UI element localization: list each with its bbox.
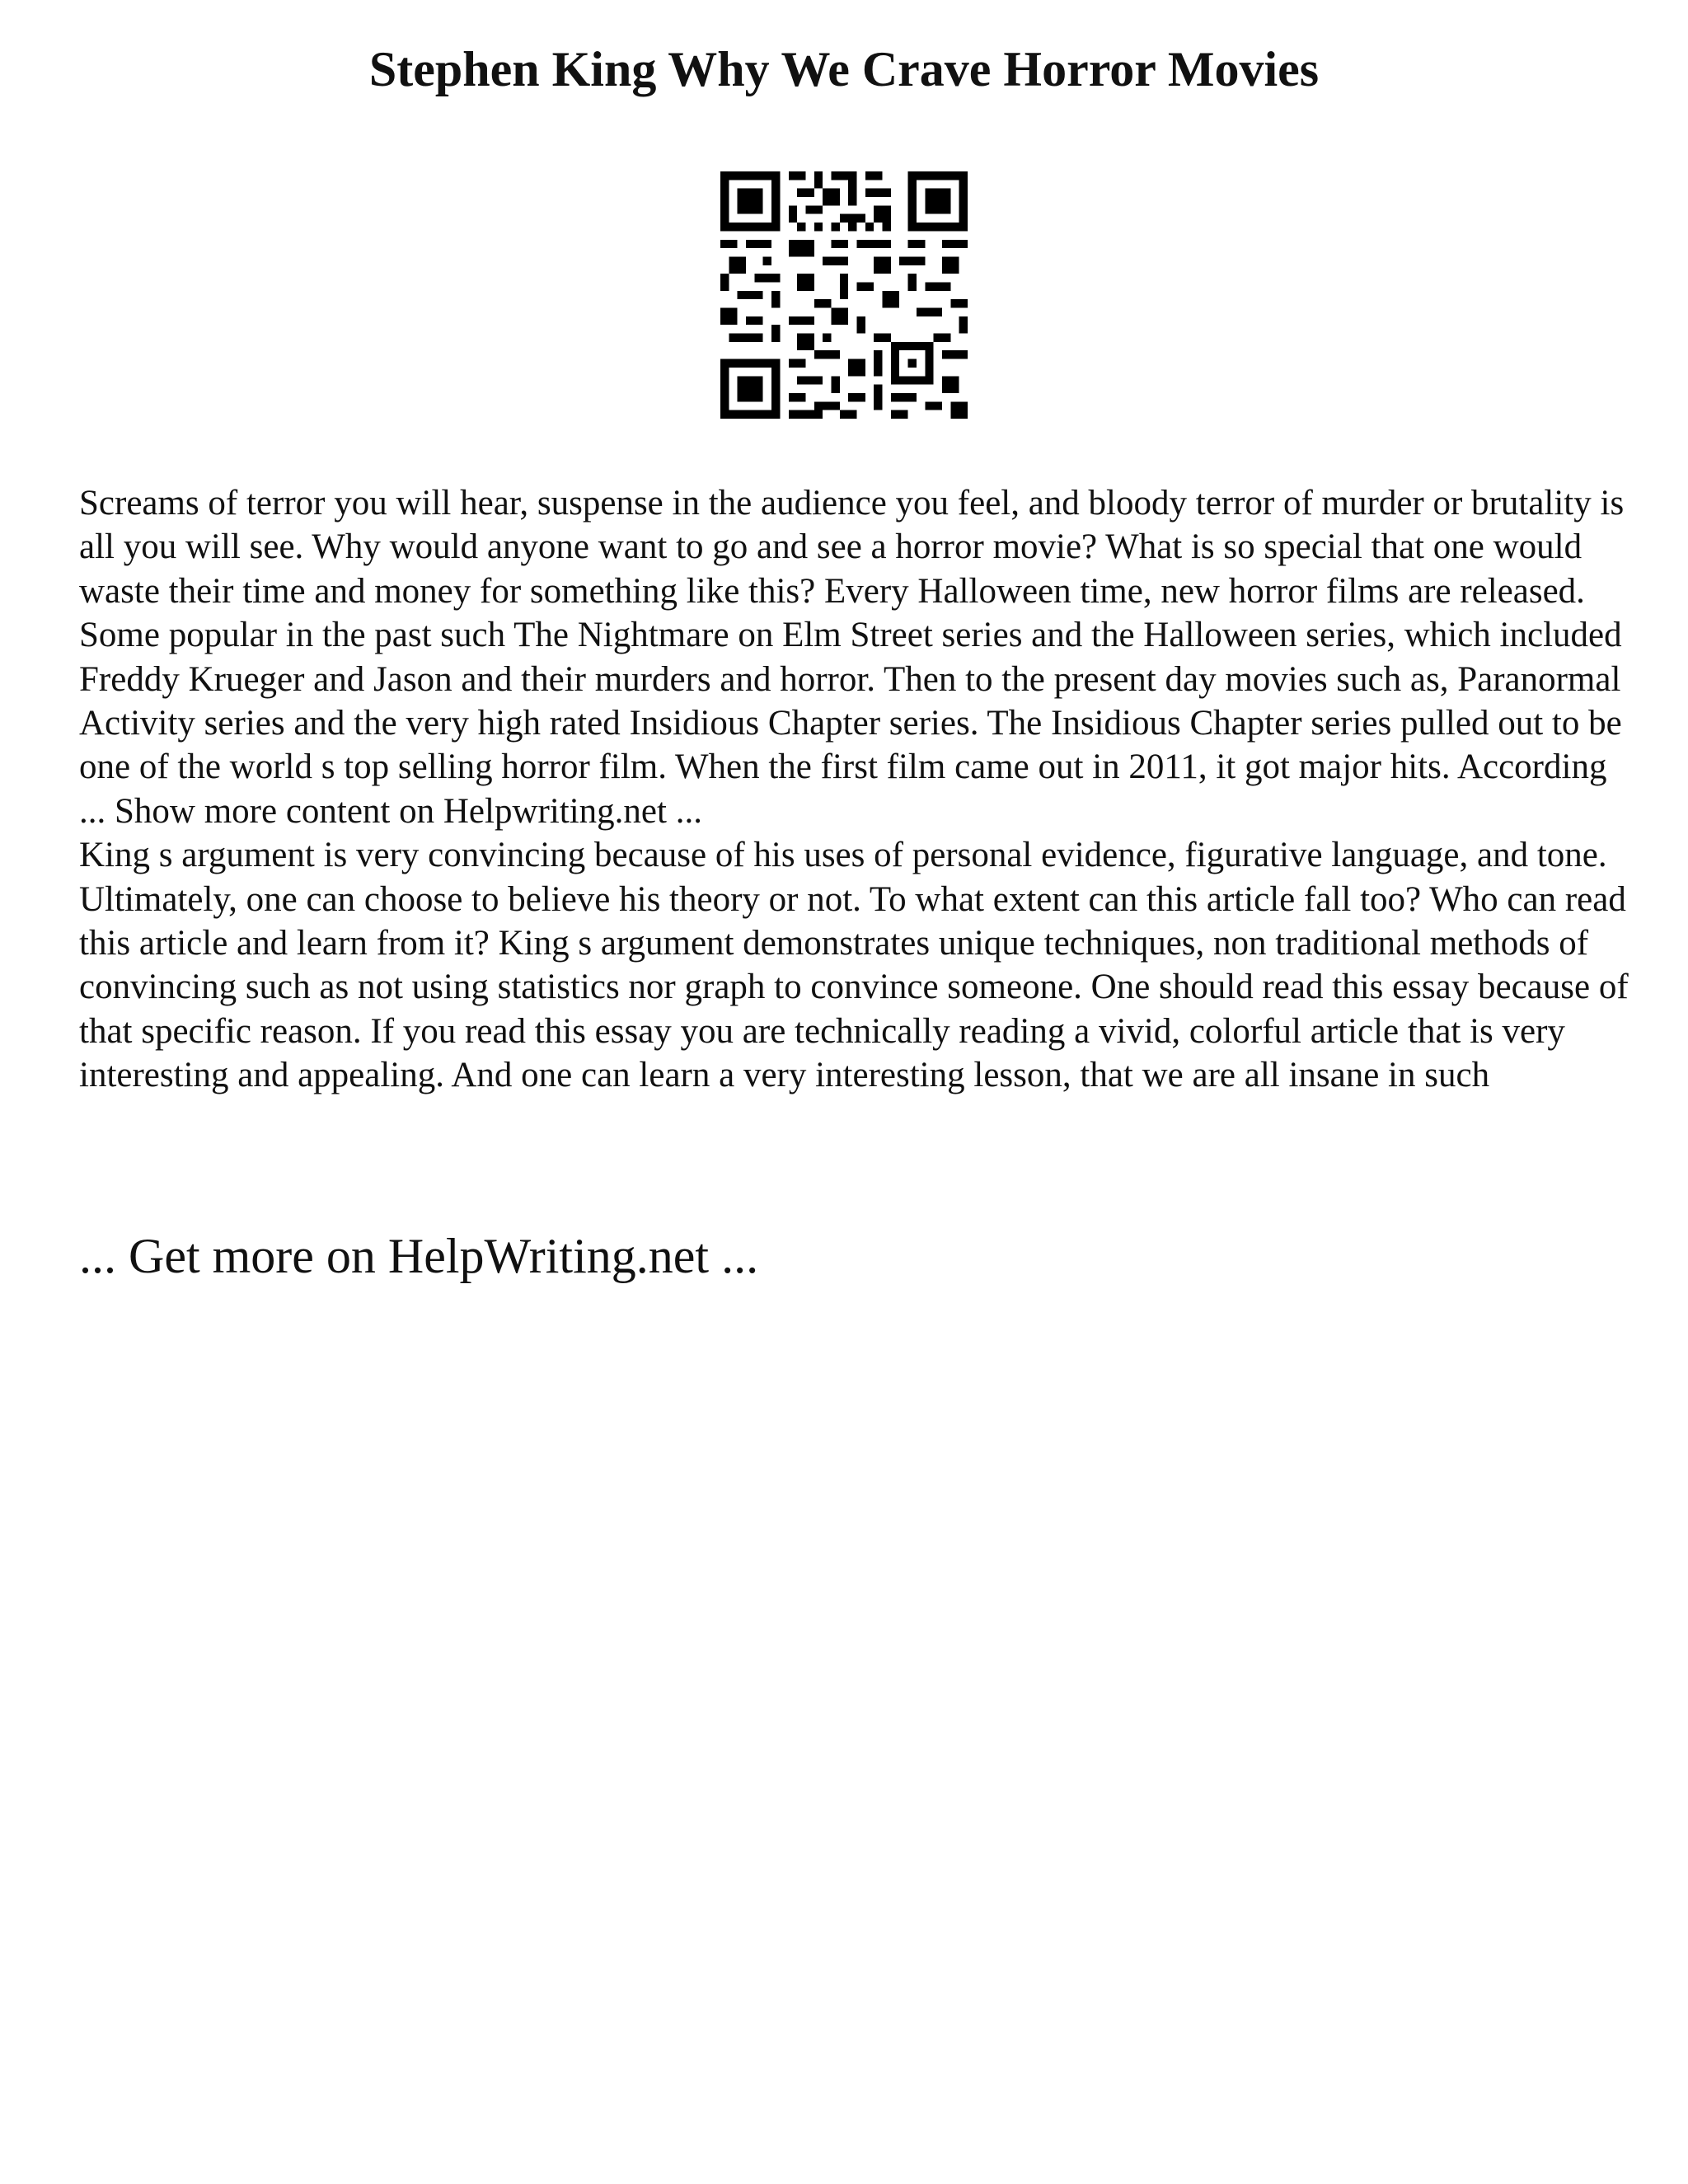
body-text	[79, 481, 1629, 1098]
paragraph: Screams of terror you will hear, suspense in the audience you feel, and bloody terror of murder or brutality is all you will see. Why would anyone want to go and see a horror movie? What is so special that one would waste their time and money for something like this? Every Halloween time, new horror films are released. Some popular in the past such The Nightmare on Elm Street series and the Halloween series, which included Freddy Krueger and Jason and their murders and horror. Then to the present day movies such as, Paranormal Activity series and the very high rated Insidious Chapter series. The Insidious Chapter series pulled out to be one of the world s top selling horror film. When the first film came out in 2011, it got major hits. According ... Show more content on Helpwriting.net ...	[79, 484, 1625, 831]
paragraph: King s argument is very convincing because of his uses of personal evidence, figurative language, and tone. Ultimately, one can choose to believe his theory or not. To what extent can this article fall too? Who can read this article and learn from it? King s argument demonstrates unique techniques, non traditional methods of convincing such as not using statistics nor graph to convince someone. One should read this essay because of that specific reason. If you read this essay you are technically reading a vivid, colorful article that is very interesting and appealing. And one can learn a very interesting lesson, that we are all insane in such	[79, 836, 1629, 1095]
document-title: Stephen King Why We Crave Horror Movies	[368, 42, 1320, 96]
get-more-link[interactable]: ... Get more on HelpWriting.net ...	[79, 1229, 759, 1283]
qr-code-icon	[720, 171, 968, 419]
